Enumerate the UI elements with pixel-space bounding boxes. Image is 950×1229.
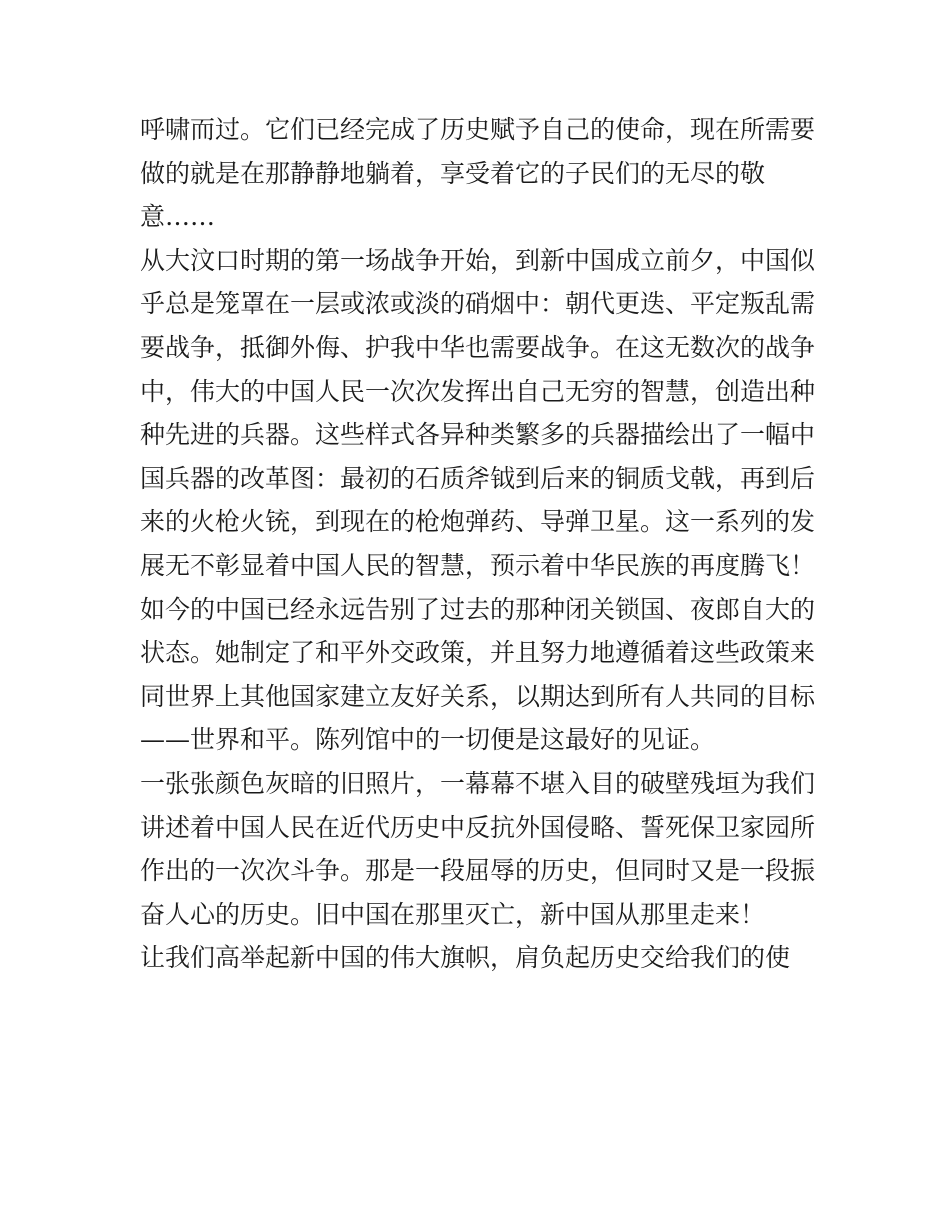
- text-line: 做的就是在那静静地躺着，享受着它的子民们的无尽的敬: [140, 158, 766, 188]
- text-line: 要战争，抵御外侮、护我中华也需要战争。在这无数次的战争: [140, 332, 816, 362]
- text-line: 种先进的兵器。这些样式各异种类繁多的兵器描绘出了一幅中: [140, 420, 816, 450]
- document-body: [140, 108, 820, 980]
- text-line: 一张张颜色灰暗的旧照片，一幕幕不堪入目的破壁残垣为我们: [140, 768, 816, 798]
- text-line: 从大汶口时期的第一场战争开始，到新中国成立前夕，中国似: [140, 245, 816, 275]
- text-line: 状态。她制定了和平外交政策，并且努力地遵循着这些政策来: [140, 638, 816, 668]
- text-line: 讲述着中国人民在近代历史中反抗外国侵略、誓死保卫家园所: [140, 812, 816, 842]
- text-line: 乎总是笼罩在一层或浓或淡的硝烟中：朝代更迭、平定叛乱需: [140, 289, 816, 319]
- text-line: 如今的中国已经永远告别了过去的那种闭关锁国、夜郎自大的: [140, 594, 816, 624]
- text-line: 呼啸而过。它们已经完成了历史赋予自己的使命，现在所需要: [140, 115, 816, 144]
- text-line: 展无不彰显着中国人民的智慧，预示着中华民族的再度腾飞！: [140, 550, 816, 580]
- text-line: 意……: [140, 202, 216, 232]
- text-line: 中，伟大的中国人民一次次发挥出自己无穷的智慧，创造出种: [140, 376, 816, 406]
- text-line: 奋人心的历史。旧中国在那里灭亡，新中国从那里走来！: [140, 899, 766, 929]
- text-line: 同世界上其他国家建立友好关系，以期达到所有人共同的目标: [140, 681, 816, 711]
- text-line: ——世界和平。陈列馆中的一切便是这最好的见证。: [140, 725, 716, 755]
- text-line: 国兵器的改革图：最初的石质斧钺到后来的铜质戈戟，再到后: [140, 463, 816, 493]
- text-line: 作出的一次次斗争。那是一段屈辱的历史，但同时又是一段振: [140, 856, 816, 886]
- text-line: 让我们高举起新中国的伟大旗帜，肩负起历史交给我们的使: [140, 943, 791, 973]
- text-line: 来的火枪火铳，到现在的枪炮弹药、导弹卫星。这一系列的发: [140, 507, 816, 537]
